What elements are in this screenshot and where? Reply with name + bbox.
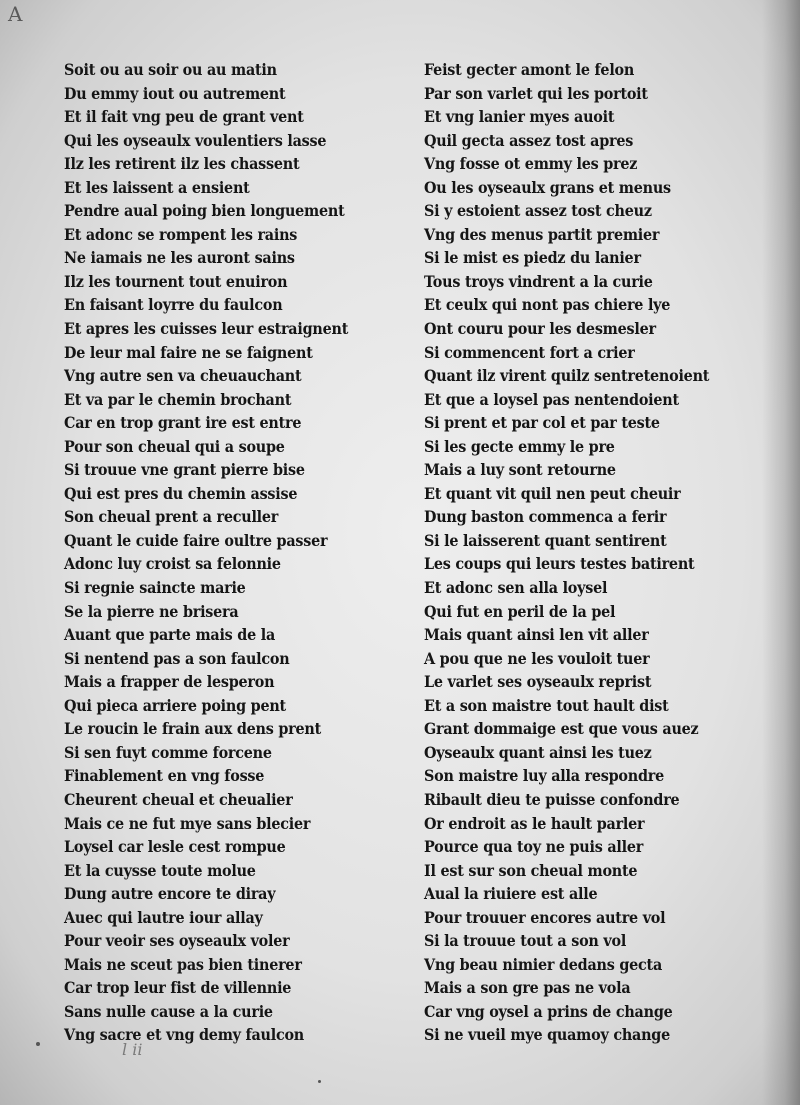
verse-line: Oyseaulx quant ainsi les tuez (424, 742, 652, 762)
verse-line: Si prent et par col et par teste (424, 413, 660, 433)
verse-line: Et que a loysel pas nentendoient (424, 389, 679, 409)
verse-line: Les coups qui leurs testes batirent (424, 554, 695, 574)
verse-line: Si commencent fort a crier (424, 342, 635, 362)
verse-line: Et adonc se rompent les rains (64, 224, 298, 244)
verse-line: Si y estoient assez tost cheuz (424, 201, 652, 221)
verse-line: Si le mist es piedz du lanier (424, 248, 641, 268)
verse-line: Aual la riuiere est alle (424, 884, 598, 904)
verse-line: Mais ne sceut pas bien tinerer (64, 954, 302, 974)
verse-line: Il est sur son cheual monte (424, 860, 638, 880)
verse-line: Ou les oyseaulx grans et menus (424, 177, 671, 197)
verse-line: Et va par le chemin brochant (64, 389, 292, 409)
verse-line: Qui est pres du chemin assise (64, 483, 298, 503)
verse-line: Par son varlet qui les portoit (424, 83, 648, 103)
verse-line: Finablement en vng fosse (64, 766, 265, 786)
verse-line: Mais a luy sont retourne (424, 460, 616, 480)
ink-speck (36, 1042, 40, 1046)
verse-line: Sans nulle cause a la curie (64, 1001, 273, 1021)
verse-line: Pource qua toy ne puis aller (424, 837, 644, 857)
verse-line: Mais ce ne fut mye sans blecier (64, 813, 311, 833)
verse-line: Vng des menus partit premier (424, 224, 660, 244)
right-text-column (424, 58, 734, 1047)
verse-line: Le roucin le frain aux dens prent (64, 719, 321, 739)
verse-line: Car trop leur fist de villennie (64, 978, 292, 998)
verse-line: Si la trouue tout a son vol (424, 931, 627, 951)
verse-line: Ribault dieu te puisse confondre (424, 789, 680, 809)
verse-line: Et vng lanier myes auoit (424, 107, 615, 127)
verse-line: Qui pieca arriere poing pent (64, 695, 286, 715)
verse-line: Ilz les retirent ilz les chassent (64, 154, 300, 174)
page-gutter-shadow (762, 0, 800, 1105)
verse-line: Si les gecte emmy le pre (424, 436, 615, 456)
verse-line: De leur mal faire ne se faignent (64, 342, 313, 362)
verse-line: Si regnie saincte marie (64, 578, 246, 598)
verse-line: Et il fait vng peu de grant vent (64, 107, 304, 127)
verse-line: Mais a frapper de lesperon (64, 672, 275, 692)
verse-line: Vng beau nimier dedans gecta (424, 954, 663, 974)
verse-line: Et apres les cuisses leur estraignent (64, 319, 349, 339)
verse-line: Et a son maistre tout hault dist (424, 695, 669, 715)
verse-line: Car en trop grant ire est entre (64, 413, 302, 433)
verse-line: Qui les oyseaulx voulentiers lasse (64, 130, 327, 150)
verse-line: Ne iamais ne les auront sains (64, 248, 295, 268)
verse-line: En faisant loyrre du faulcon (64, 295, 283, 315)
signature-mark: l ii (122, 1040, 143, 1059)
verse-line: Qui fut en peril de la pel (424, 601, 616, 621)
verse-line: Vng fosse ot emmy les prez (424, 154, 638, 174)
verse-line: Vng sacre et vng demy faulcon (64, 1025, 305, 1045)
verse-line: Ilz les tournent tout enuiron (64, 271, 288, 291)
verse-line: Dung autre encore te diray (64, 884, 276, 904)
left-text-column (64, 58, 373, 1047)
verse-line: Vng autre sen va cheuauchant (64, 366, 302, 386)
verse-line: Et la cuysse toute molue (64, 860, 256, 880)
verse-line: Le varlet ses oyseaulx reprist (424, 672, 652, 692)
verse-line: Tous troys vindrent a la curie (424, 271, 653, 291)
folio-mark: A (8, 2, 23, 26)
verse-line: Et quant vit quil nen peut cheuir (424, 483, 681, 503)
verse-line: Car vng oysel a prins de change (424, 1001, 673, 1021)
verse-line: Pendre aual poing bien longuement (64, 201, 345, 221)
verse-line: Et les laissent a ensient (64, 177, 250, 197)
verse-line: Quil gecta assez tost apres (424, 130, 634, 150)
verse-line: Si nentend pas a son faulcon (64, 648, 290, 668)
verse-line: Pour son cheual qui a soupe (64, 436, 285, 456)
verse-line: Ont couru pour les desmesler (424, 319, 656, 339)
verse-line: Si trouue vne grant pierre bise (64, 460, 305, 480)
verse-line: Soit ou au soir ou au matin (64, 60, 277, 79)
verse-line: Quant ilz virent quilz sentretenoient (424, 366, 710, 386)
verse-line: Feist gecter amont le felon (424, 60, 635, 79)
verse-line: Pour trouuer encores autre vol (424, 907, 666, 927)
verse-line: Et adonc sen alla loysel (424, 578, 608, 598)
verse-line: Mais a son gre pas ne vola (424, 978, 631, 998)
verse-line: Pour veoir ses oyseaulx voler (64, 931, 290, 951)
verse-line: Adonc luy croist sa felonnie (64, 554, 281, 574)
verse-line: Son maistre luy alla respondre (424, 766, 664, 786)
verse-line: Grant dommaige est que vous auez (424, 719, 699, 739)
verse-line: Son cheual prent a reculler (64, 507, 279, 527)
verse-line: Auant que parte mais de la (64, 625, 276, 645)
verse-line: Si ne vueil mye quamoy change (424, 1025, 671, 1045)
verse-line: Si le laisserent quant sentirent (424, 530, 667, 550)
verse-line: Quant le cuide faire oultre passer (64, 530, 328, 550)
verse-line: Or endroit as le hault parler (424, 813, 645, 833)
verse-line: Mais quant ainsi len vit aller (424, 625, 649, 645)
verse-line: A pou que ne les vouloit tuer (424, 648, 650, 668)
verse-line: Cheurent cheual et cheualier (64, 789, 293, 809)
ink-speck (318, 1080, 321, 1083)
verse-line: Et ceulx qui nont pas chiere lye (424, 295, 671, 315)
verse-line: Dung baston commenca a ferir (424, 507, 667, 527)
verse-line: Si sen fuyt comme forcene (64, 742, 272, 762)
verse-line: Loysel car lesle cest rompue (64, 837, 286, 857)
verse-line: Se la pierre ne brisera (64, 601, 239, 621)
verse-line: Auec qui lautre iour allay (64, 907, 263, 927)
verse-line: Du emmy iout ou autrement (64, 83, 286, 103)
